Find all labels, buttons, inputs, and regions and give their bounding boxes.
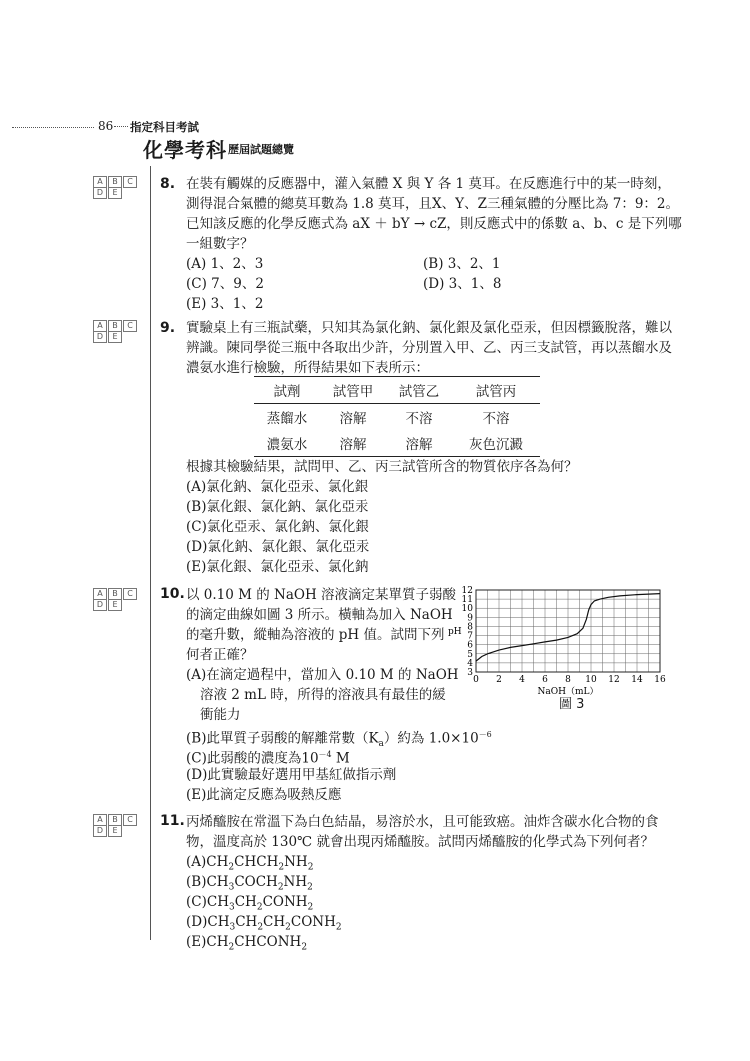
x-tick-label: 4 <box>519 675 525 685</box>
y-tick-label: 6 <box>467 640 473 651</box>
q11-option-b[interactable]: $(B)CH_3COCH_2NH_2$ <box>186 874 313 893</box>
table-header: 試劑 <box>273 384 301 400</box>
q10-line: 何者正確？ <box>186 647 254 663</box>
table-header: 試管丙 <box>475 384 517 400</box>
x-tick-label: 0 <box>473 675 479 685</box>
y-tick-label: 4 <box>467 658 473 669</box>
figure-caption: 圖 3 <box>559 697 585 712</box>
x-tick-label: 16 <box>654 675 666 685</box>
q10-option-a-cont: 溶液 2 mL 時，所得的溶液具有最佳的緩 <box>200 687 446 703</box>
q8-option-e[interactable]: (E) 3、1、2 <box>186 296 264 312</box>
y-tick-label: 5 <box>467 649 473 660</box>
q9-option-a[interactable]: (A)氯化鈉、氯化亞汞、氯化銀 <box>186 479 369 495</box>
answer-box[interactable]: A B C D E <box>93 176 145 200</box>
x-tick-label: 6 <box>542 675 548 685</box>
q11-line: 丙烯醯胺在常溫下為白色結晶，易溶於水，且可能致癌。油炸含碳水化合物的食 <box>186 814 659 830</box>
q8-line: 在裝有觸媒的反應器中，灌入氣體 X 與 Y 各 1 莫耳。在反應進行中的某一時刻， <box>186 176 671 192</box>
q8-line: 已知該反應的化學反應式為 aX ＋ bY → cZ，則反應式中的係數 a、b、c 是下列哪 <box>186 216 682 232</box>
q11-number: 11. <box>160 813 185 829</box>
y-tick-label: 3 <box>467 668 473 678</box>
q9-line: 濃氨水進行檢驗，所得結果如下表所示： <box>186 360 429 376</box>
q11-option-e[interactable]: $(E)CH_2CHCONH_2$ <box>186 934 308 953</box>
q9-line: 實驗桌上有三瓶試藥，只知其為氯化鈉、氯化銀及氯化亞汞，但因標籤脫落，難以 <box>186 320 672 336</box>
margin-line <box>150 166 151 940</box>
q9-question: 根據其檢驗結果，試問甲、乙、丙三試管所含的物質依序各為何？ <box>186 459 578 475</box>
q10-option-c[interactable]: (C)此弱酸的濃度為$10^{-4}$ M <box>186 750 350 767</box>
header-subtitle: 指定科目考試 <box>130 120 199 134</box>
q10-option-a[interactable]: (A)在滴定過程中，當加入 0.10 M 的 NaOH <box>186 667 459 683</box>
q11-option-c[interactable]: $(C)CH_3CH_2CONH_2$ <box>186 894 314 913</box>
y-tick-label: 9 <box>467 613 473 624</box>
x-tick-label: 10 <box>585 675 597 685</box>
q9-number: 9. <box>160 320 176 336</box>
q9-option-c[interactable]: (C)氯化亞汞、氯化鈉、氯化銀 <box>186 519 369 535</box>
q8-option-a[interactable]: (A) 1、2、3 <box>186 256 264 272</box>
q8-option-c[interactable]: (C) 7、9、2 <box>186 276 264 292</box>
q9-results-table <box>254 376 540 457</box>
q9-line: 辨識。陳同學從三瓶中各取出少許，分別置入甲、乙、丙三支試管，再以蒸餾水及 <box>186 340 672 356</box>
q9-option-e[interactable]: (E)氯化銀、氯化亞汞、氯化鈉 <box>186 559 369 575</box>
y-tick-label: 11 <box>461 595 473 606</box>
header-connector <box>114 126 128 127</box>
q10-line: 的毫升數，縱軸為溶液的 pH 值。試問下列 <box>186 627 445 643</box>
q8-line: 測得混合氣體的總莫耳數為 1.8 莫耳，且X、Y、Z三種氣體的分壓比為 7：9：2。 <box>186 196 680 212</box>
q8-line: 一組數字？ <box>186 236 254 252</box>
x-tick-label: 14 <box>631 675 643 685</box>
table-header: 試管乙 <box>398 384 440 400</box>
answer-box[interactable]: A B C D E <box>93 814 145 838</box>
y-tick-label: 7 <box>467 631 473 642</box>
x-tick-label: 8 <box>565 675 571 685</box>
table-row: 蒸餾水 溶解 不溶 不溶 <box>266 411 510 427</box>
q10-option-a-cont: 衝能力 <box>200 707 241 723</box>
y-tick-label: 10 <box>461 604 473 615</box>
header-title: 化學考科 <box>143 138 227 162</box>
q9-option-b[interactable]: (B)氯化銀、氯化鈉、氯化亞汞 <box>186 499 369 515</box>
y-axis-label: pH <box>448 627 462 637</box>
q8-option-b[interactable]: (B) 3、2、1 <box>423 256 501 272</box>
header-rule <box>12 127 94 128</box>
q10-option-b[interactable]: (B)此單質子弱酸的解離常數$(K_a)$約為 $1.0\times 10^{-6}$ <box>186 730 492 750</box>
x-axis-label: NaOH（mL） <box>537 687 599 695</box>
q8-option-d[interactable]: (D) 3、1、8 <box>423 276 502 292</box>
q10-line: 的滴定曲線如圖 3 所示。橫軸為加入 NaOH <box>186 607 453 623</box>
table-row: 濃氨水 溶解 溶解 灰色沉澱 <box>254 430 540 457</box>
answer-box[interactable]: A B C D E <box>93 320 145 344</box>
page-number: 86 <box>98 119 114 133</box>
q11-option-a[interactable]: $(A)CH_2CHCH_2NH_2$ <box>186 854 314 873</box>
x-tick-label: 2 <box>496 675 502 685</box>
table-header: 試管甲 <box>332 384 374 400</box>
q8-number: 8. <box>160 176 176 192</box>
header-title-suffix: 歷屆試題總覽 <box>228 143 294 156</box>
x-tick-label: 12 <box>608 675 620 685</box>
q10-option-d[interactable]: (D)此實驗最好選用甲基紅做指示劑 <box>186 767 397 783</box>
q10-option-e[interactable]: (E)此滴定反應為吸熱反應 <box>186 787 342 803</box>
q10-line: 以 0.10 M 的 NaOH 溶液滴定某單質子弱酸 <box>186 587 457 603</box>
q9-option-d[interactable]: (D)氯化鈉、氯化銀、氯化亞汞 <box>186 539 370 555</box>
q11-line: 物，溫度高於 130℃ 就會出現丙烯醯胺。試問丙烯醯胺的化學式為下列何者？ <box>186 834 654 850</box>
y-tick-label: 12 <box>461 586 473 596</box>
q10-number: 10. <box>160 586 185 602</box>
q11-option-d[interactable]: $(D)CH_3CH_2CH_2CONH_2$ <box>186 914 342 933</box>
titration-chart <box>440 580 680 695</box>
answer-box[interactable]: A B C D E <box>93 588 145 612</box>
y-tick-label: 8 <box>467 622 473 633</box>
